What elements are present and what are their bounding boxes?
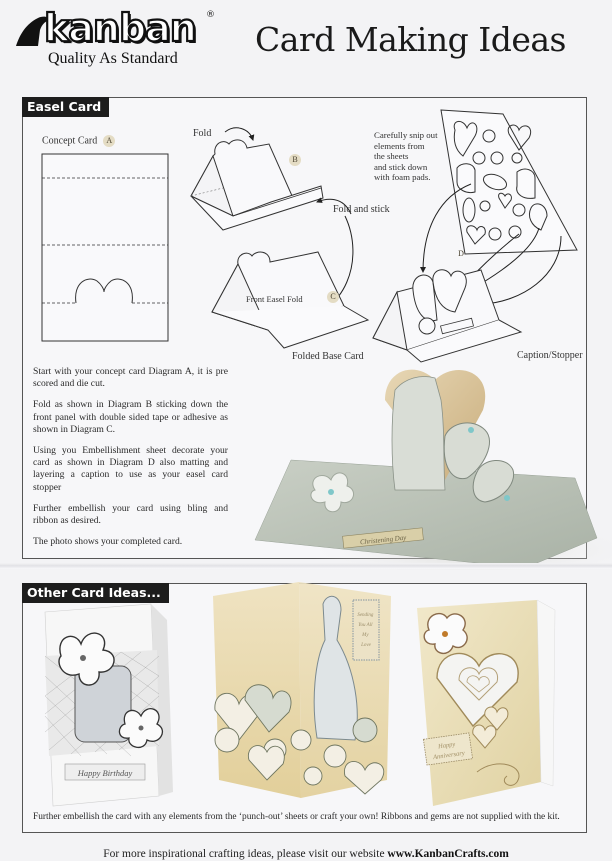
badge-d: D bbox=[458, 249, 464, 258]
kanban-logo bbox=[14, 6, 214, 68]
anniversary-plaque: Happy Anniversary bbox=[432, 740, 466, 762]
instruction-step: Using you Embellishment sheet decorate your card as shown in Diagram D also matting and layering a caption to use as your easel card stopper bbox=[33, 445, 228, 493]
concept-card-label: Concept Card A bbox=[42, 135, 115, 147]
caption-stopper-label: Caption/Stopper bbox=[517, 350, 583, 361]
other-card-ideas-section bbox=[22, 583, 587, 833]
page-title: Card Making Ideas bbox=[255, 20, 566, 59]
concept-card-diagram bbox=[41, 153, 171, 343]
registered-mark: ® bbox=[206, 10, 215, 20]
instruction-step: Further embellish your card using bling and ribbon as desired. bbox=[33, 502, 228, 527]
snip-note: Carefully snip out elements from the sheets and stick down with foam pads. bbox=[374, 130, 438, 183]
diagram-d-embellishment-sheet bbox=[371, 106, 601, 356]
instruction-step: Start with your concept card Diagram A, it is pre scored and die cut. bbox=[33, 366, 228, 390]
front-easel-fold-label: Front Easel Fold bbox=[246, 294, 303, 304]
instruction-step: The photo shows your completed card. bbox=[33, 536, 183, 548]
section-heading: Easel Card bbox=[22, 97, 109, 117]
happy-birthday-plaque: Happy Birthday bbox=[77, 768, 133, 778]
fold-label: Fold bbox=[193, 128, 212, 139]
fold-and-stick-label: Fold and stick bbox=[333, 204, 390, 215]
easel-instructions bbox=[33, 366, 228, 557]
anniversary-card-photo bbox=[407, 596, 577, 811]
badge-c: C bbox=[327, 291, 339, 303]
love-card-photo bbox=[205, 580, 405, 812]
completed-easel-card-photo bbox=[245, 360, 612, 570]
folded-base-card-label: Folded Base Card bbox=[292, 351, 364, 362]
website-link[interactable]: www.KanbanCrafts.com bbox=[387, 848, 509, 860]
section-heading: Other Card Ideas... bbox=[22, 583, 169, 603]
christening-plaque: Christening Day bbox=[359, 533, 407, 547]
other-ideas-caption: Further embellish the card with any elements from the ‘punch-out’ sheets or craft your own! Ribbons and gems are not supplied with the kit. bbox=[33, 812, 560, 822]
logo-tagline: Quality As Standard bbox=[48, 50, 178, 67]
easel-card-section bbox=[22, 97, 587, 559]
footer-text: For more inspirational crafting ideas, please visit our website bbox=[103, 848, 388, 860]
badge-a: A bbox=[103, 135, 115, 147]
logo-wordmark: kanban bbox=[44, 6, 196, 50]
instruction-step: Fold as shown in Diagram B sticking down the front panel with double sided tape or adhesive as shown in Diagram C. bbox=[33, 399, 228, 435]
love-plaque: Sending You All My Love bbox=[357, 613, 374, 648]
page-crease bbox=[0, 563, 612, 569]
birthday-card-photo bbox=[31, 596, 201, 811]
footer bbox=[0, 848, 612, 860]
badge-b: B bbox=[289, 154, 301, 166]
